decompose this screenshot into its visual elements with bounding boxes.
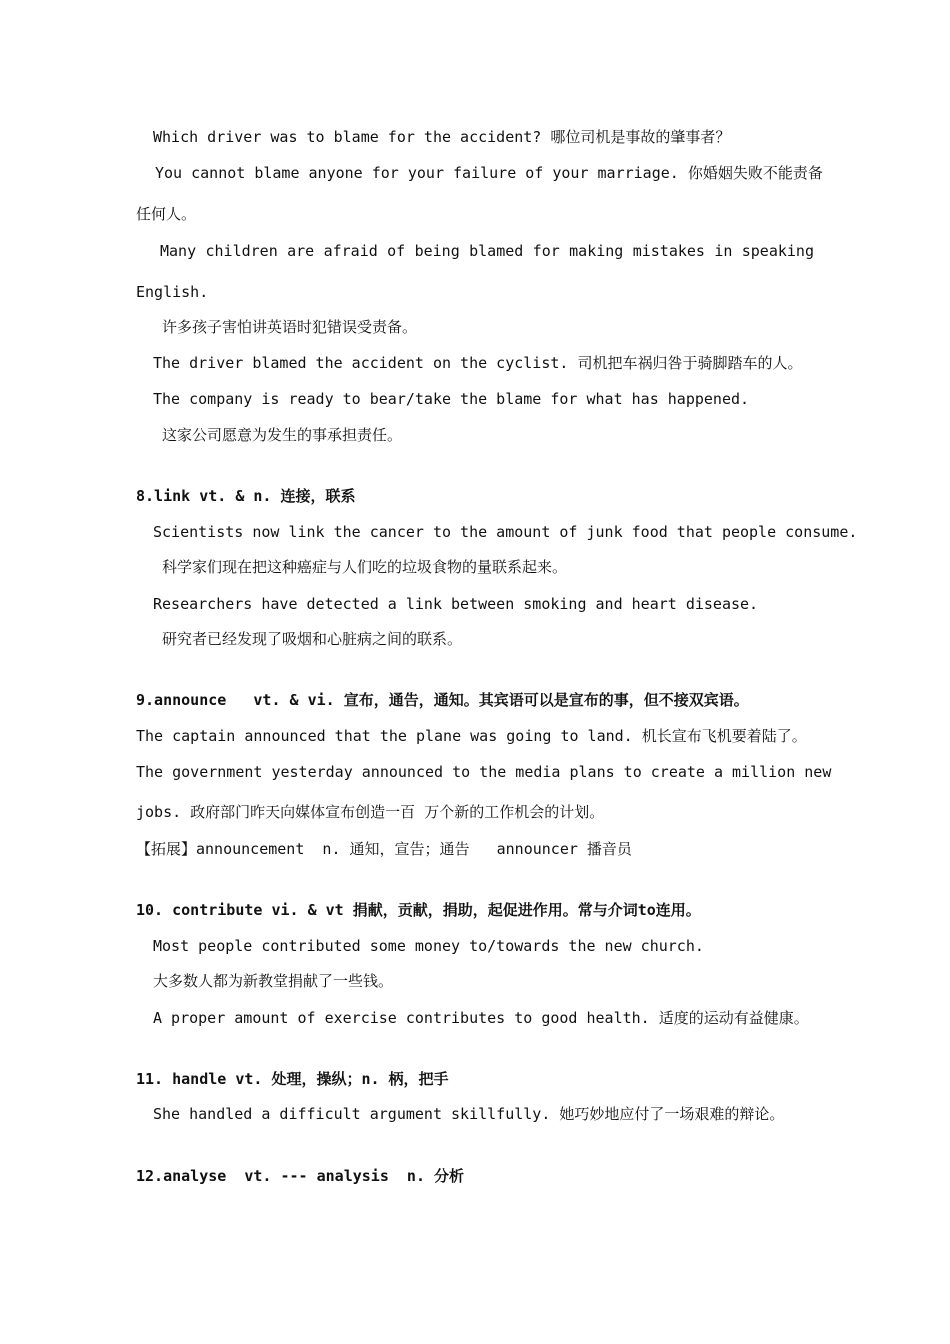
vocab-heading-handle: 11. handle vt. 处理，操纵；n. 柄，把手 [136, 1070, 449, 1088]
example-sentence: The government yesterday announced to the media plans to create a million new [136, 763, 832, 781]
example-sentence: Which driver was to blame for the accident? 哪位司机是事故的肇事者？ [153, 128, 731, 146]
vocab-heading-announce: 9.announce vt. & vi. 宣布，通告，通知。其宾语可以是宣布的事，但不接双宾语。 [136, 691, 749, 709]
example-sentence-continued: 任何人。 [136, 205, 197, 223]
vocab-heading-link: 8.link vt. & n. 连接，联系 [136, 487, 356, 505]
extension-note: 【拓展】announcement n. 通知，宣告；通告 announcer 播音员 [136, 840, 632, 858]
vocab-heading-contribute: 10. contribute vi. & vt 捐献，贡献，捐助，起促进作用。常与介词to连用。 [136, 901, 701, 919]
example-sentence: A proper amount of exercise contributes to good health. 适度的运动有益健康。 [153, 1009, 809, 1027]
vocab-heading-analyse: 12.analyse vt. --- analysis n. 分析 [136, 1167, 465, 1185]
example-sentence: The captain announced that the plane was going to land. 机长宣布飞机要着陆了。 [136, 727, 807, 745]
translation: 研究者已经发现了吸烟和心脏病之间的联系。 [162, 630, 463, 648]
example-sentence: She handled a difficult argument skillfully. 她巧妙地应付了一场艰难的辩论。 [153, 1105, 785, 1123]
example-sentence: Researchers have detected a link between smoking and heart disease. [153, 595, 759, 613]
example-sentence: You cannot blame anyone for your failure of your marriage. 你婚姻失败不能责备 [155, 164, 823, 182]
translation: 大多数人都为新教堂捐献了一些钱。 [153, 972, 394, 990]
translation: 这家公司愿意为发生的事承担责任。 [162, 426, 403, 444]
translation: 许多孩子害怕讲英语时犯错误受责备。 [162, 318, 418, 336]
example-sentence: The driver blamed the accident on the cyclist. 司机把车祸归咎于骑脚踏车的人。 [153, 354, 803, 372]
example-sentence-continued: English. [136, 283, 209, 301]
example-sentence: Most people contributed some money to/towards the new church. [153, 937, 704, 955]
example-sentence: The company is ready to bear/take the blame for what has happened. [153, 390, 750, 408]
example-sentence: Scientists now link the cancer to the amount of junk food that people consume. [153, 523, 858, 541]
example-sentence-continued: jobs. 政府部门昨天向媒体宣布创造一百 万个新的工作机会的计划。 [136, 803, 605, 821]
translation: 科学家们现在把这种癌症与人们吃的垃圾食物的量联系起来。 [162, 558, 568, 576]
example-sentence: Many children are afraid of being blamed for making mistakes in speaking [160, 242, 814, 260]
